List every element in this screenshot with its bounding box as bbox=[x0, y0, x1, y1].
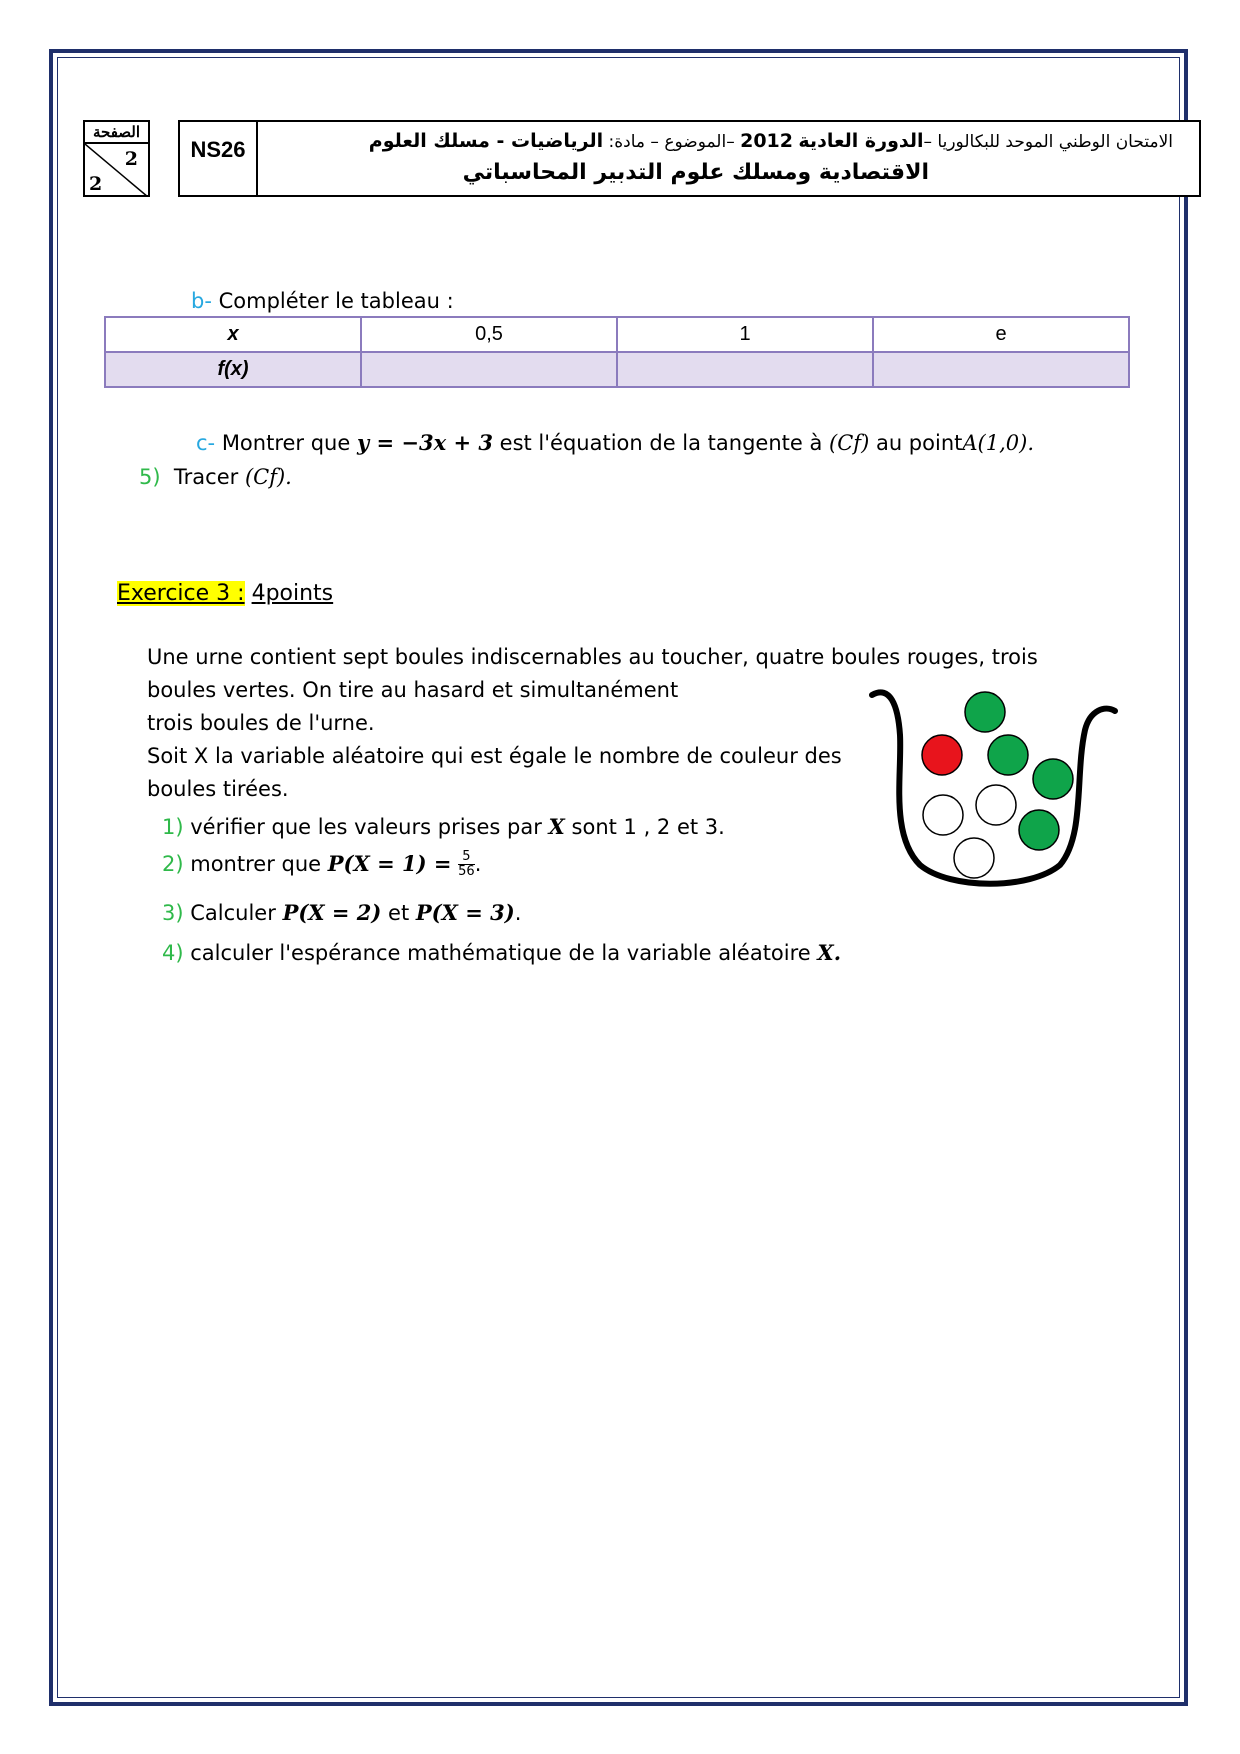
white-ball bbox=[923, 795, 963, 835]
green-ball bbox=[965, 692, 1005, 732]
question-5: 5) Tracer (Cf). bbox=[139, 465, 292, 489]
exam-title-box bbox=[256, 120, 1201, 197]
green-ball bbox=[988, 735, 1028, 775]
table-cell: e bbox=[873, 317, 1129, 352]
paragraph-line: boules tirées. bbox=[147, 777, 289, 801]
question-2: 2) montrer que P(X = 1) = $\frac{5}{56}$ . bbox=[162, 849, 482, 880]
paragraph-line: boules vertes. On tire au hasard et simultanément bbox=[147, 678, 679, 702]
page-current: 2 bbox=[124, 148, 138, 170]
exam-year: 2012 bbox=[740, 130, 793, 152]
green-ball bbox=[1033, 759, 1073, 799]
question-4: 4) calculer l'espérance mathématique de la variable aléatoire X. bbox=[162, 940, 842, 965]
table-cell: 1 bbox=[617, 317, 873, 352]
table-cell: x bbox=[105, 317, 361, 352]
table-cell bbox=[361, 352, 617, 387]
exam-code: NS26 bbox=[178, 120, 258, 197]
red-ball bbox=[922, 735, 962, 775]
white-ball bbox=[976, 785, 1016, 825]
values-table bbox=[104, 316, 1130, 388]
green-ball bbox=[1019, 810, 1059, 850]
paragraph-line: trois boules de l'urne. bbox=[147, 711, 375, 735]
exam-title-line2: الاقتصادية ومسلك علوم التدبير المحاسباتي bbox=[462, 160, 929, 185]
paragraph-line: Soit X la variable aléatoire qui est égale le nombre de couleur des bbox=[147, 744, 842, 768]
paragraph-line: Une urne contient sept boules indiscernables au toucher, quatre boules rouges, trois bbox=[147, 645, 1038, 669]
tangent-equation: y = −3x + 3 bbox=[356, 430, 493, 455]
page-label: الصفحة bbox=[85, 122, 148, 144]
question-3: 3) Calculer P(X = 2) et P(X = 3). bbox=[162, 900, 522, 925]
exam-title-line1: الامتحان الوطني الموحد للبكالوريا –الدورة العادية 2012 –الموضوع – مادة: الرياضيات - مسلك العلوم bbox=[368, 130, 1173, 152]
part-c: c- Montrer que y = −3x + 3 est l'équation de la tangente à (Cf) au pointA(1,0). bbox=[196, 430, 1034, 455]
page-number-box bbox=[83, 120, 150, 197]
white-ball bbox=[954, 838, 994, 878]
question-1: 1) vérifier que les valeurs prises par X sont 1 , 2 et 3. bbox=[162, 814, 725, 839]
table-cell bbox=[873, 352, 1129, 387]
exercise-3-title: Exercice 3 : 4points bbox=[117, 581, 334, 606]
table-cell bbox=[617, 352, 873, 387]
fraction: $\frac{5}{56}$ bbox=[458, 849, 475, 880]
page-total: 2 bbox=[89, 173, 103, 195]
part-b: b- Compléter le tableau : bbox=[191, 289, 454, 313]
table-cell: f(x) bbox=[105, 352, 361, 387]
urn-illustration bbox=[860, 675, 1130, 905]
table-cell: 0,5 bbox=[361, 317, 617, 352]
